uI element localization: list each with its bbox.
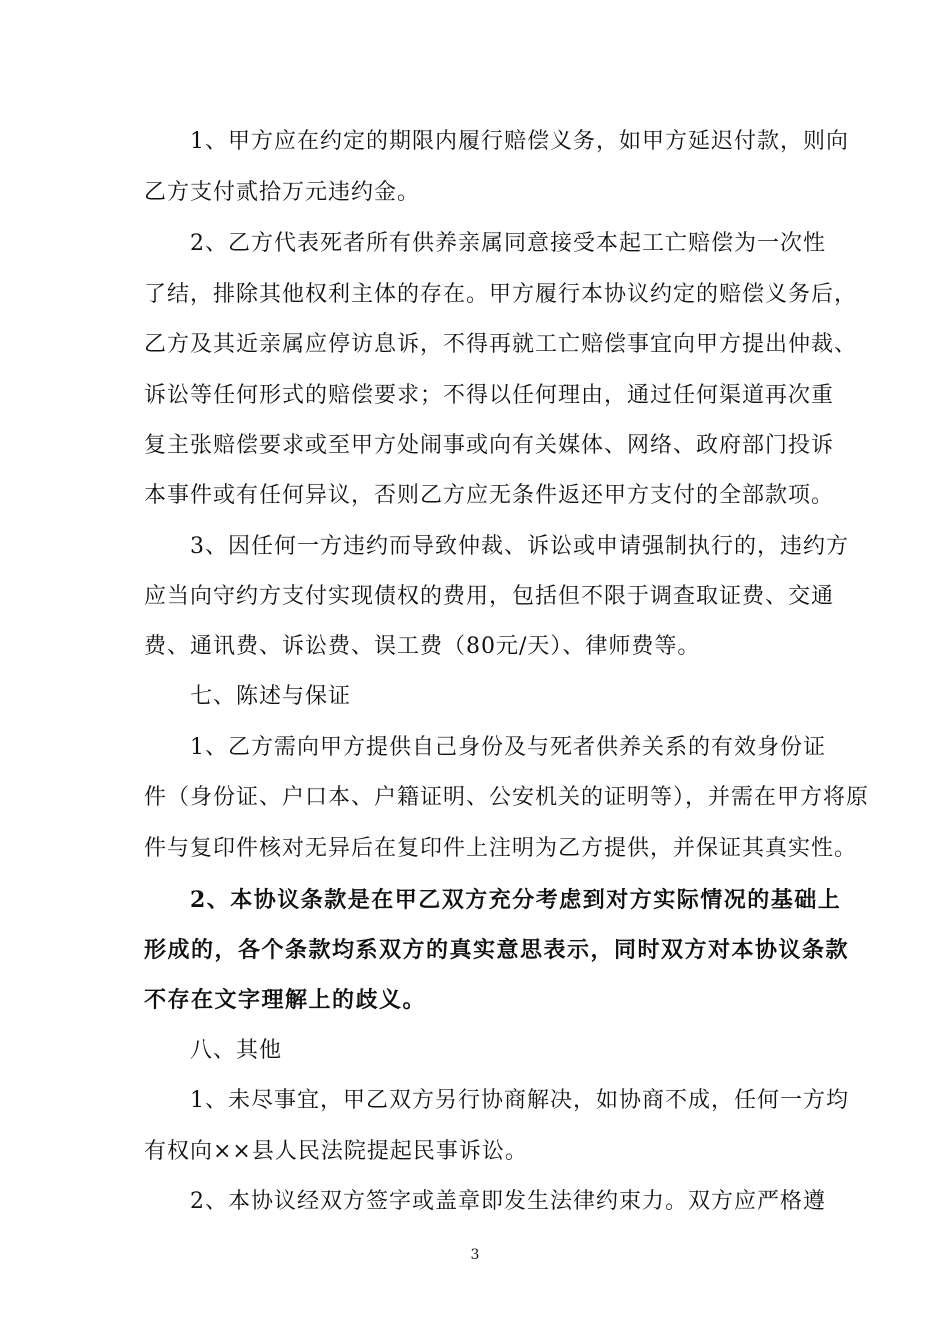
section-8-heading: 八、其他 [190,1038,283,1063]
clause-6-2-line-1: 2、乙方代表死者所有供养亲属同意接受本起工亡赔偿为一次性 [190,231,826,256]
clause-6-2-line-3: 乙方及其近亲属应停访息诉，不得再就工亡赔偿事宜向甲方提出仲裁、 [144,332,858,357]
clause-7-2-line-3: 不存在文字理解上的歧义。 [144,987,427,1013]
clause-7-1-line-3: 件与复印件核对无异后在复印件上注明为乙方提供，并保证其真实性。 [144,836,858,861]
clause-8-2-line-1: 2、本协议经双方签字或盖章即发生法律约束力。双方应严格遵 [190,1189,826,1214]
clause-6-3-line-2: 应当向守约方支付实现债权的费用，包括但不限于调查取证费、交通 [144,584,835,609]
clause-6-2-line-5: 复主张赔偿要求或至甲方处闹事或向有关媒体、网络、政府部门投诉 [144,433,835,458]
clause-6-2-line-2: 了结，排除其他权利主体的存在。甲方履行本协议约定的赔偿义务后， [144,282,858,307]
section-7-heading: 七、陈述与保证 [190,684,352,709]
clause-8-1-line-1: 1、未尽事宜，甲乙双方另行协商解决，如协商不成，任何一方均 [190,1088,849,1113]
clause-6-3-line-1: 3、因任何一方违约而导致仲裁、诉讼或申请强制执行的，违约方 [190,534,849,559]
clause-7-1-line-2: 件（身份证、户口本、户籍证明、公安机关的证明等），并需在甲方将原 [144,785,870,810]
clause-6-2-line-6: 本事件或有任何异议，否则乙方应无条件返还甲方支付的全部款项。 [144,483,835,508]
clause-6-1-line-2: 乙方支付贰拾万元违约金。 [144,180,421,205]
clause-7-2-line-1: 2、本协议条款是在甲乙双方充分考虑到对方实际情况的基础上 [190,887,842,913]
clause-6-1-line-1: 1、甲方应在约定的期限内履行赔偿义务，如甲方延迟付款，则向 [190,129,849,154]
clause-6-2-line-4: 诉讼等任何形式的赔偿要求；不得以任何理由，通过任何渠道再次重 [144,383,835,408]
clause-8-1-line-2: 有权向××县人民法院提起民事诉讼。 [144,1139,528,1164]
clause-6-3-line-3: 费、通讯费、诉讼费、误工费（80元/天）、律师费等。 [144,634,701,659]
clause-7-2-line-2: 形成的，各个条款均系双方的真实意思表示，同时双方对本协议条款 [144,937,850,963]
clause-7-1-line-1: 1、乙方需向甲方提供自己身份及与死者供养关系的有效身份证 [190,735,826,760]
page-number: 3 [470,1247,480,1263]
